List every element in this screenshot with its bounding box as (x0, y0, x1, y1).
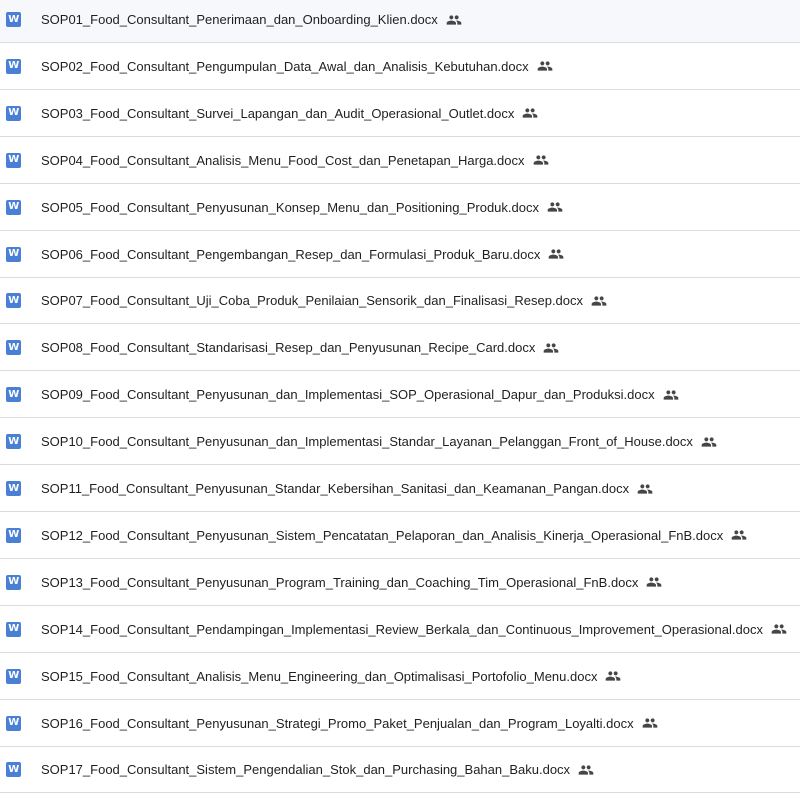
word-doc-icon-letter: W (8, 341, 19, 353)
people-icon (701, 434, 717, 450)
file-name[interactable]: SOP08_Food_Consultant_Standarisasi_Resep_dan_Penyusunan_Recipe_Card.docx (41, 340, 536, 356)
file-name-cell (41, 340, 792, 356)
people-icon (637, 481, 653, 497)
file-name-cell (41, 58, 792, 74)
word-doc-icon-letter: W (8, 576, 19, 588)
file-name[interactable]: SOP14_Food_Consultant_Pendampingan_Implementasi_Review_Berkala_dan_Continuous_Improvement_Operasional.docx (41, 621, 763, 637)
word-doc-icon-letter: W (8, 482, 19, 494)
file-row[interactable] (0, 701, 800, 747)
file-name[interactable]: SOP17_Food_Consultant_Sistem_Pengendalian_Stok_dan_Purchasing_Bahan_Baku.docx (41, 762, 571, 778)
file-name[interactable]: SOP07_Food_Consultant_Uji_Coba_Produk_Penilaian_Sensorik_dan_Finalisasi_Resep.docx (41, 293, 584, 309)
people-icon (537, 58, 553, 74)
word-doc-icon (6, 434, 21, 449)
word-doc-icon (6, 481, 21, 496)
file-name-cell (41, 621, 792, 637)
file-name-cell (41, 434, 792, 450)
file-name-cell (41, 387, 792, 403)
file-name-cell (41, 715, 792, 731)
file-name-cell (41, 105, 792, 121)
file-name[interactable]: SOP02_Food_Consultant_Pengumpulan_Data_Awal_dan_Analisis_Kebutuhan.docx (41, 58, 529, 74)
file-row[interactable] (0, 91, 800, 137)
file-name[interactable]: SOP01_Food_Consultant_Penerimaan_dan_Onboarding_Klien.docx (41, 12, 438, 27)
word-doc-icon-letter: W (8, 154, 19, 166)
file-name[interactable]: SOP16_Food_Consultant_Penyusunan_Strategi_Promo_Paket_Penjualan_dan_Program_Loyalti.docx (41, 715, 634, 731)
file-name-cell (41, 481, 792, 497)
file-name[interactable]: SOP09_Food_Consultant_Penyusunan_dan_Implementasi_SOP_Operasional_Dapur_dan_Produksi.docx (41, 387, 655, 403)
word-doc-icon-letter: W (8, 294, 19, 306)
word-doc-icon (6, 575, 21, 590)
file-row[interactable] (0, 513, 800, 559)
file-row[interactable] (0, 0, 800, 43)
people-icon (548, 246, 564, 262)
word-doc-icon (6, 153, 21, 168)
file-name[interactable]: SOP11_Food_Consultant_Penyusunan_Standar_Kebersihan_Sanitasi_dan_Keamanan_Pangan.docx (41, 481, 630, 496)
file-row[interactable] (0, 607, 800, 653)
file-row[interactable] (0, 372, 800, 418)
file-row[interactable] (0, 747, 800, 793)
word-doc-icon (6, 59, 21, 74)
file-row[interactable] (0, 138, 800, 184)
file-row[interactable] (0, 325, 800, 371)
people-icon (547, 199, 563, 215)
people-icon (771, 621, 787, 637)
file-name-cell (41, 152, 792, 168)
file-name-cell (41, 293, 792, 309)
people-icon (605, 668, 621, 684)
file-name-cell (41, 246, 792, 262)
file-name[interactable]: SOP05_Food_Consultant_Penyusunan_Konsep_Menu_dan_Positioning_Produk.docx (41, 199, 539, 215)
word-doc-icon-letter: W (8, 435, 19, 447)
file-row[interactable] (0, 44, 800, 90)
word-doc-icon (6, 622, 21, 637)
file-name[interactable]: SOP10_Food_Consultant_Penyusunan_dan_Implementasi_Standar_Layanan_Pelanggan_Front_of_House.docx (41, 434, 693, 450)
file-name[interactable]: SOP13_Food_Consultant_Penyusunan_Program_Training_dan_Coaching_Tim_Operasional_FnB.docx (41, 574, 639, 590)
people-icon (578, 762, 594, 778)
word-doc-icon (6, 716, 21, 731)
word-doc-icon (6, 762, 21, 777)
file-row[interactable] (0, 419, 800, 465)
people-icon (646, 574, 662, 590)
word-doc-icon-letter: W (8, 13, 19, 25)
people-icon (663, 387, 679, 403)
word-doc-icon-letter: W (8, 107, 19, 119)
file-name-cell (41, 527, 792, 543)
people-icon (446, 12, 462, 28)
word-doc-icon-letter: W (8, 529, 19, 541)
file-name[interactable]: SOP06_Food_Consultant_Pengembangan_Resep_dan_Formulasi_Produk_Baru.docx (41, 246, 541, 262)
file-row[interactable] (0, 185, 800, 231)
people-icon (731, 527, 747, 543)
file-name[interactable]: SOP04_Food_Consultant_Analisis_Menu_Food_Cost_dan_Penetapan_Harga.docx (41, 152, 525, 168)
file-name-cell (41, 12, 792, 28)
file-name[interactable]: SOP15_Food_Consultant_Analisis_Menu_Engineering_dan_Optimalisasi_Portofolio_Menu.docx (41, 668, 598, 684)
file-row[interactable] (0, 232, 800, 278)
word-doc-icon (6, 669, 21, 684)
word-doc-icon (6, 106, 21, 121)
word-doc-icon-letter: W (8, 670, 19, 682)
word-doc-icon-letter: W (8, 60, 19, 72)
people-icon (522, 105, 538, 121)
file-row[interactable] (0, 654, 800, 700)
word-doc-icon-letter: W (8, 623, 19, 635)
word-doc-icon-letter: W (8, 388, 19, 400)
word-doc-icon (6, 12, 21, 27)
file-name-cell (41, 668, 792, 684)
file-name[interactable]: SOP03_Food_Consultant_Survei_Lapangan_dan_Audit_Operasional_Outlet.docx (41, 105, 515, 121)
people-icon (591, 293, 607, 309)
word-doc-icon-letter: W (8, 763, 19, 775)
file-name-cell (41, 574, 792, 590)
word-doc-icon (6, 247, 21, 262)
word-doc-icon (6, 528, 21, 543)
word-doc-icon (6, 200, 21, 215)
file-row[interactable] (0, 560, 800, 606)
word-doc-icon (6, 293, 21, 308)
word-doc-icon (6, 387, 21, 402)
file-row[interactable] (0, 466, 800, 512)
file-name-cell (41, 762, 792, 778)
word-doc-icon-letter: W (8, 201, 19, 213)
word-doc-icon-letter: W (8, 248, 19, 259)
people-icon (642, 715, 658, 731)
word-doc-icon-letter: W (8, 717, 19, 728)
file-row[interactable] (0, 278, 800, 324)
word-doc-icon (6, 340, 21, 355)
people-icon (533, 152, 549, 168)
people-icon (543, 340, 559, 356)
file-name[interactable]: SOP12_Food_Consultant_Penyusunan_Sistem_Pencatatan_Pelaporan_dan_Analisis_Kinerja_Operasional_FnB.docx (41, 527, 724, 543)
file-name-cell (41, 199, 792, 215)
